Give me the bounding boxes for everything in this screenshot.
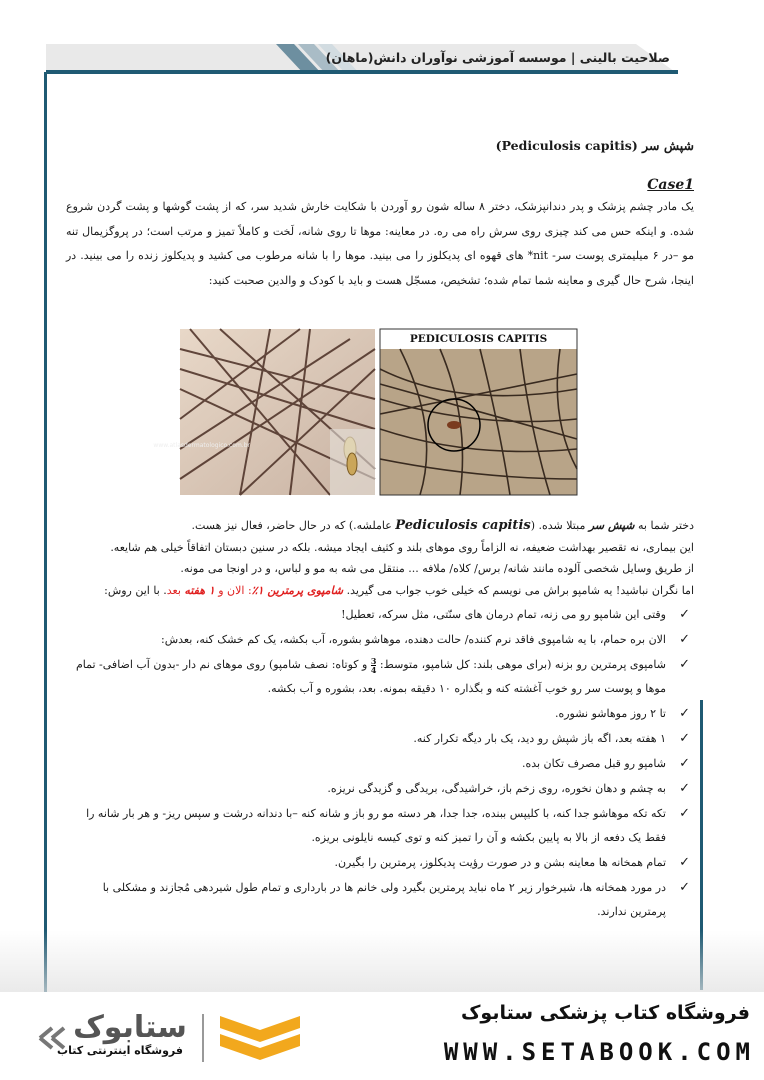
text-run: عاملشه.) که در حال حاضر، فعال نیز هست. bbox=[191, 519, 396, 532]
fraction-numerator: 3 bbox=[370, 655, 377, 666]
logo-text: ستابوک bbox=[73, 1010, 187, 1045]
list-item bbox=[66, 653, 690, 701]
fraction-denominator: 4 bbox=[370, 664, 377, 675]
store-footer bbox=[0, 992, 764, 1080]
instruction-list bbox=[66, 603, 694, 924]
text-run: مبتلا شده. ( bbox=[530, 519, 589, 532]
list-item-text: شامپوی پرمترین رو بزنه (برای موهی بلند: کل شامپو، متوسط: bbox=[376, 658, 666, 671]
list-item bbox=[66, 851, 690, 875]
list-item-text: و کوتاه: نصف شامپو) روی موهای نم دار -بدون آب اضافی- تمام موها و پوست سر رو خوب آغشته کنه و بگذاره ۱۰ دقیقه بمونه. بعد، بشوره و آب بکشه. bbox=[75, 658, 666, 695]
check-icon: ✓ bbox=[679, 880, 690, 895]
photo-label: PEDICULOSIS CAPITIS bbox=[409, 333, 548, 345]
check-icon: ✓ bbox=[679, 756, 690, 771]
check-icon: ✓ bbox=[679, 806, 690, 821]
text-run: دختر شما به bbox=[634, 519, 694, 532]
store-logo bbox=[30, 1008, 300, 1068]
list-item bbox=[66, 702, 690, 726]
permethrin-highlight: شامپوی پرمترین ۱٪ bbox=[251, 583, 344, 597]
explanation-block bbox=[66, 515, 694, 924]
check-icon: ✓ bbox=[679, 781, 690, 796]
footer-fade bbox=[0, 930, 764, 992]
list-item-text: شامپو رو قبل مصرف تکان بده. bbox=[521, 757, 666, 770]
list-item bbox=[66, 628, 690, 652]
hygiene-sentence: این بیماری، نه تقصیر بهداشت ضعیفه، نه الزاماً روی موهای بلند و کثیف ایجاد میشه. بلکه در سنین دبستان اتفاقاً خیلی هم شایعه. bbox=[110, 540, 694, 554]
image-row bbox=[66, 323, 694, 503]
text-run: بعد bbox=[166, 583, 185, 597]
check-icon: ✓ bbox=[679, 706, 690, 721]
list-item bbox=[66, 727, 690, 751]
list-item-text: در مورد همخانه ها، شیرخوار زیر ۲ ماه نباید پرمترین بگیرد ولی خانم ها در بارداری و تمام طول شیردهی مُجازند و مشکلی با پرمترین ندارند. bbox=[102, 881, 666, 918]
case-paragraph: یک مادر چشم پزشک و پدر دندانپزشک، دختر ۸ ساله شون رو آوردن با شکایت خارش شدید سر، که از پشت گوشها و پشت گردن شروع شده. و اینکه حس می کند چیزی روی سرش راه می ره. در معاینه: موها تا روی شانه، لَخت و کاملاً تمیز و مرتب است؛ در پروگزیمال تنه مو –در ۶ میلیمتری پوست سر- nit* های قهوه ای پدیکلوز را می بینید. موها را با شانه مرطوب می کشید و پدیکلوز زنده را می بینید. در اینجا، شرح حال گیری و معاینه شما تمام شده؛ تشخیص، مسجّل هست و باید با کودک و والدین صحبت کنید: bbox=[66, 200, 694, 287]
lice-term: شپش سر bbox=[588, 519, 635, 532]
store-url[interactable]: WWW.SETABOOK.COM bbox=[443, 1038, 755, 1066]
pathogen-name: Pediculosis capitis bbox=[395, 518, 531, 533]
case-label: Case1 bbox=[647, 177, 694, 193]
list-item bbox=[66, 752, 690, 776]
text-run: . با این روش: bbox=[104, 583, 167, 597]
header-title: صلاحیت بالینی | موسسه آموزشی نوآوران دانش(ماهان) bbox=[325, 50, 670, 65]
list-item bbox=[66, 802, 690, 850]
image-watermark: www.atlasdermatologico.com.br bbox=[153, 442, 250, 449]
page-content bbox=[66, 130, 694, 925]
text-run: : الان و bbox=[214, 583, 252, 597]
section-title: شپش سر (Pediculosis capitis) bbox=[495, 138, 694, 153]
check-icon: ✓ bbox=[679, 607, 690, 622]
check-icon: ✓ bbox=[679, 731, 690, 746]
list-item bbox=[66, 603, 690, 627]
text-run: اما نگران نباشید! یه شامپو براش می نویسم که خیلی خوب جواب می گیرید. bbox=[343, 583, 694, 597]
check-icon: ✓ bbox=[679, 657, 690, 672]
check-icon: ✓ bbox=[679, 632, 690, 647]
list-item-text: تا ۲ روز موهاشو نشوره. bbox=[554, 707, 666, 720]
nit-closeup-photo bbox=[153, 329, 375, 495]
list-item bbox=[66, 876, 690, 924]
check-icon: ✓ bbox=[679, 855, 690, 870]
list-item-text: الان بره حمام، با یه شامپوی فاقد نرم کننده/ حالت دهنده، موهاشو بشوره، آب بکشه، یک کم خشک کنه، بعدش: bbox=[161, 633, 666, 646]
list-item bbox=[66, 777, 690, 801]
left-frame-line bbox=[44, 72, 47, 992]
list-item-text: تکه تکه موهاشو جدا کنه، با کلیپس ببنده، جدا جدا، هر دسته مو رو باز و شانه کنه –با دندانه درشت و سپس ریز- و هر بار شانه را فقط یک دفعه از بالا به پایین بکشه و آن را تمیز کنه و توی کیسه نایلونی بریزه. bbox=[86, 807, 666, 844]
treatment-sentence bbox=[66, 580, 694, 602]
week-highlight: ۱ هفته bbox=[184, 583, 215, 597]
transmission-sentence: از طریق وسایل شخصی آلوده مانند شانه/ برس/ کلاه/ ملافه ... منتقل می شه به مو و لباس، و در اونجا می مونه. bbox=[180, 562, 694, 575]
list-item-text: تمام همخانه ها معاینه بشن و در صورت رؤیت پدیکلوز، پرمترین را بگیرن. bbox=[334, 856, 666, 869]
pediculosis-capitis-photo bbox=[380, 329, 577, 495]
logo-caption: فروشگاه اینترنتی کتاب bbox=[57, 1044, 183, 1057]
list-item-text: ۱ هفته بعد، اگه باز شپش رو دید، یک بار دیگه تکرار کنه. bbox=[413, 732, 666, 745]
diagnosis-sentence bbox=[66, 515, 694, 537]
list-item-text: به چشم و دهان نخوره، روی زخم باز، خراشیدگی، بریدگی و گزیدگی نریزه. bbox=[327, 782, 666, 795]
list-item-text: وقتی این شامپو رو می زنه، تمام درمان های سنّتی، مثل سرکه، تعطیل! bbox=[341, 608, 666, 621]
store-name: فروشگاه کتاب پزشکی ستابوک bbox=[460, 1002, 750, 1024]
